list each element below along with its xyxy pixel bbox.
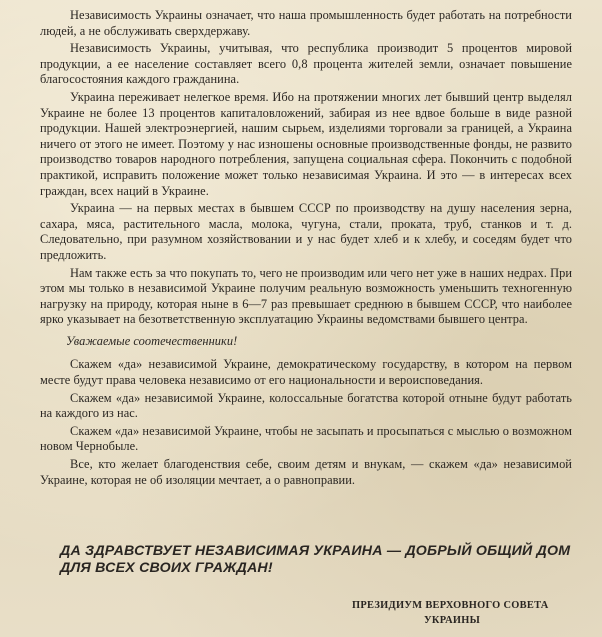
paragraph-production-share: Независимость Украины, учитывая, что республика производит 5 процентов мировой продукции, а ее население составляет всего 0,8 процента жителей земли, означает повышение благосостояния каждого гражданина. — [40, 41, 572, 87]
signature-block — [352, 598, 572, 628]
leaflet-body — [40, 8, 572, 490]
slogan-heading: ДА ЗДРАВСТВУЕТ НЕЗАВИСИМАЯ УКРАИНА — ДОБРЫЙ ОБЩИЙ ДОМ ДЛЯ ВСЕХ СВОИХ ГРАЖДАН! — [60, 543, 571, 576]
signature-line-ukraine: УКРАИНЫ — [424, 615, 481, 626]
appeal-wealth: Скажем «да» независимой Украине, колоссальные богатства которой отныне будут работать на каждого из нас. — [40, 390, 572, 421]
signature-line-presidium: ПРЕЗИДИУМ ВЕРХОВНОГО СОВЕТА — [352, 600, 549, 611]
paragraph-first-places: Украина — на первых местах в бывшем СССР по производству на душу населения зерна, сахара, мяса, растительного масла, молока, чугуна, стали, проката, труб, станков и т. д. Следовательно, при разумном хозяйствовании и у нас будет хлеб и к хлебу, и соседям будет что предложить. — [40, 201, 572, 262]
paragraph-technogenic-load: Нам также есть за что покупать то, чего не производим или чего нет уже в наших недрах. При этом мы только в независимой Украине получим реальную возможность уменьшить техногенную нагрузку на природу, которая ныне в 6—7 раз превышает среднюю в бывшем СССР, что наиболее ярко указывает на безответственную эксплуатацию Украины ведомствами бывшего центра. — [40, 265, 572, 327]
greeting-compatriots: Уважаемые соотечественники! — [66, 333, 238, 348]
paragraph-industry: Независимость Украины означает, что наша промышленность будет работать на потребности людей, а не обслуживать сверхдержаву. — [40, 8, 572, 38]
appeal-chernobyl: Скажем «да» независимой Украине, чтобы не засыпать и просыпаться с мыслью о возможном новом Чернобыле. — [40, 423, 572, 454]
paragraph-hard-times: Украина переживает нелегкое время. Ибо на протяжении многих лет бывший центр выделял Украине не более 13 процентов капиталовложений, забирая из нее вдвое больше в виде разной продукции. Нашей электроэнергией, нашим сырьем, изделиями торговали за границей, а Украина ничего от этого не имеет. Поэтому у нас изношены основные производственные фонды, не развито производство товаров народного потребления, запущена социальная сфера. Покончить с подобной практикой, исправить положение может только независимая Украина. И это — в интересах всех граждан, всех наций в Украине. — [40, 89, 572, 198]
appeal-equality: Все, кто желает благоденствия себе, своим детям и внукам, — скажем «да» независимой Украине, которая не об изоляции мечтает, а о равноправии. — [40, 457, 572, 487]
appeal-democracy: Скажем «да» независимой Украине, демократическому государству, в котором на первом месте будут права человека независимо от его национальности и вероисповедания. — [40, 357, 572, 388]
